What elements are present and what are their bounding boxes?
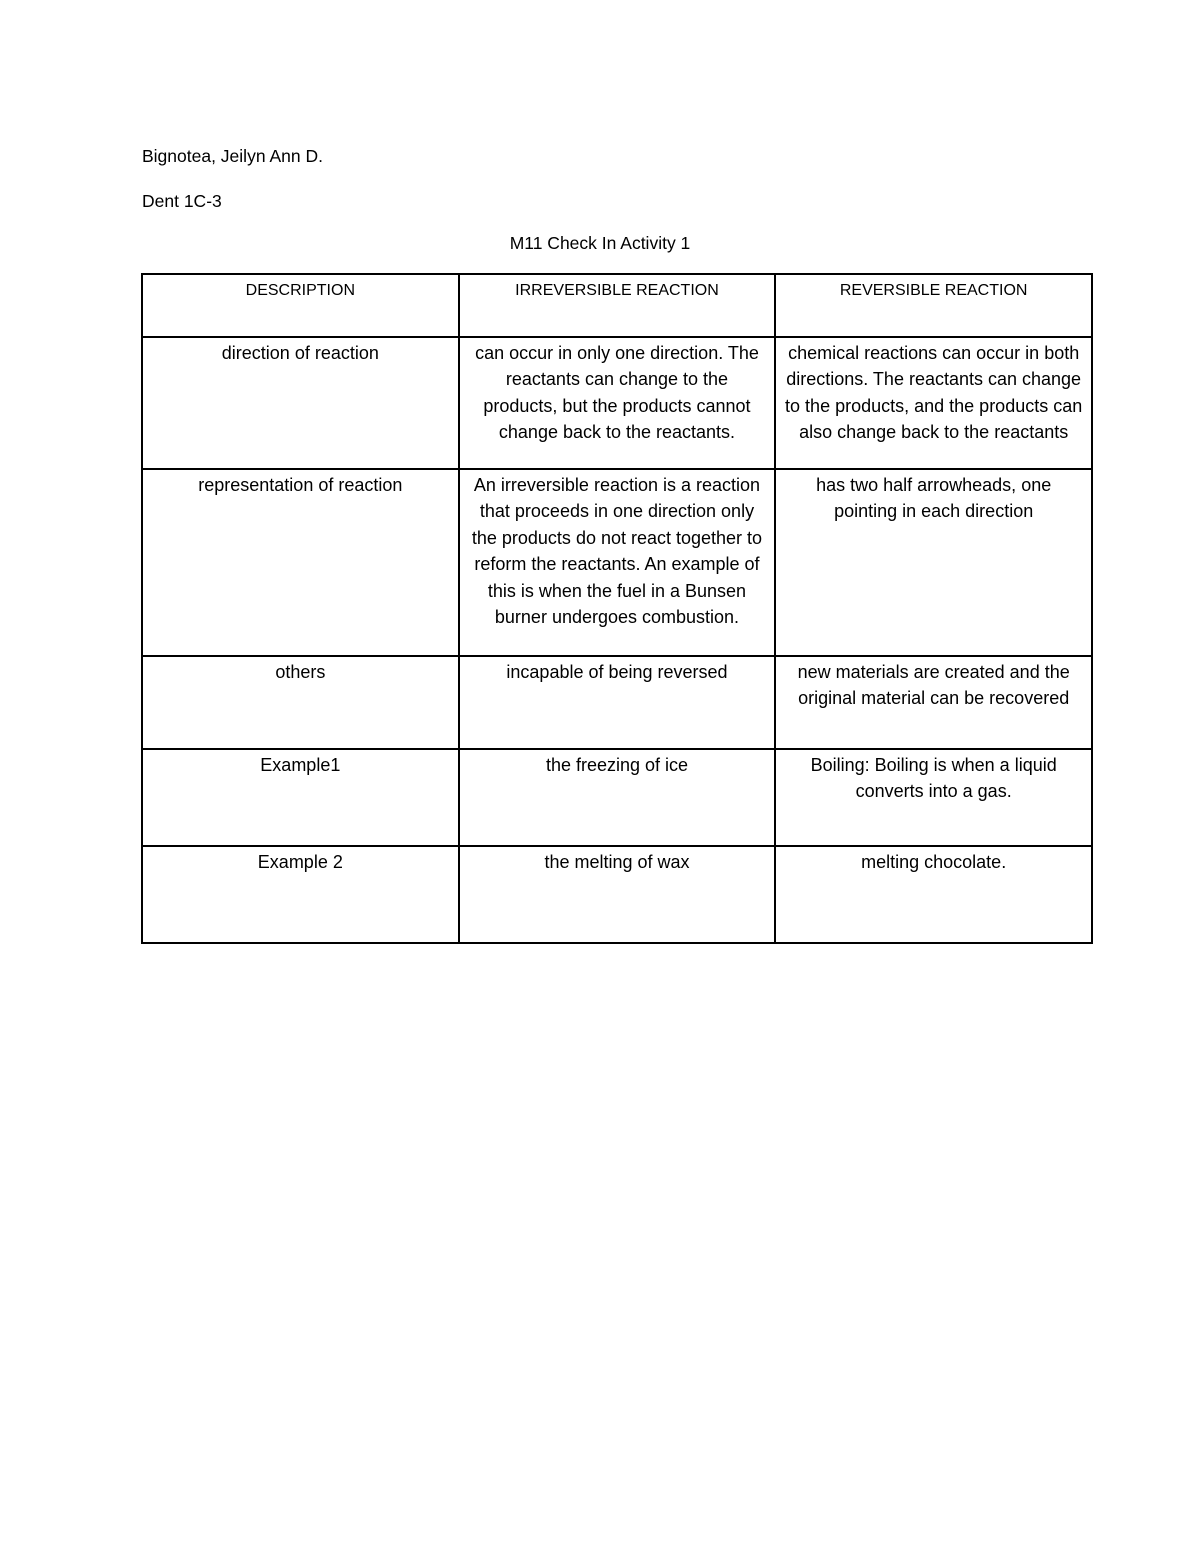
row-reversible-cell: has two half arrowheads, one pointing in each direction [775,469,1092,656]
row-reversible-cell: Boiling: Boiling is when a liquid converts into a gas. [775,749,1092,846]
row-description-cell: others [142,656,459,749]
table-row [142,656,1092,749]
column-header-description: DESCRIPTION [142,274,459,337]
document-title: M11 Check In Activity 1 [509,233,691,253]
column-header-reversible: REVERSIBLE REACTION [775,274,1092,337]
row-description-cell: direction of reaction [142,337,459,469]
row-description-cell: Example1 [142,749,459,846]
row-reversible-cell: new materials are created and the original material can be recovered [775,656,1092,749]
row-irreversible-cell: An irreversible reaction is a reaction that proceeds in one direction only the products do not react together to reform the reactants. An example of this is when the fuel in a Bunsen burner undergoes combustion. [459,469,776,656]
row-reversible-cell: chemical reactions can occur in both directions. The reactants can change to the products, and the products can also change back to the reactants [775,337,1092,469]
reaction-comparison-table [141,273,1093,944]
table-header-row [142,274,1092,337]
table-row [142,337,1092,469]
row-description-cell: representation of reaction [142,469,459,656]
student-name: Bignotea, Jeilyn Ann D. [142,146,323,166]
row-description-cell: Example 2 [142,846,459,943]
table-row [142,846,1092,943]
row-irreversible-cell: can occur in only one direction. The reactants can change to the products, but the products cannot change back to the reactants. [459,337,776,469]
table-row [142,749,1092,846]
row-irreversible-cell: the freezing of ice [459,749,776,846]
row-irreversible-cell: the melting of wax [459,846,776,943]
table-row [142,469,1092,656]
student-section: Dent 1C-3 [142,191,222,211]
column-header-irreversible: IRREVERSIBLE REACTION [459,274,776,337]
row-irreversible-cell: incapable of being reversed [459,656,776,749]
row-reversible-cell: melting chocolate. [775,846,1092,943]
